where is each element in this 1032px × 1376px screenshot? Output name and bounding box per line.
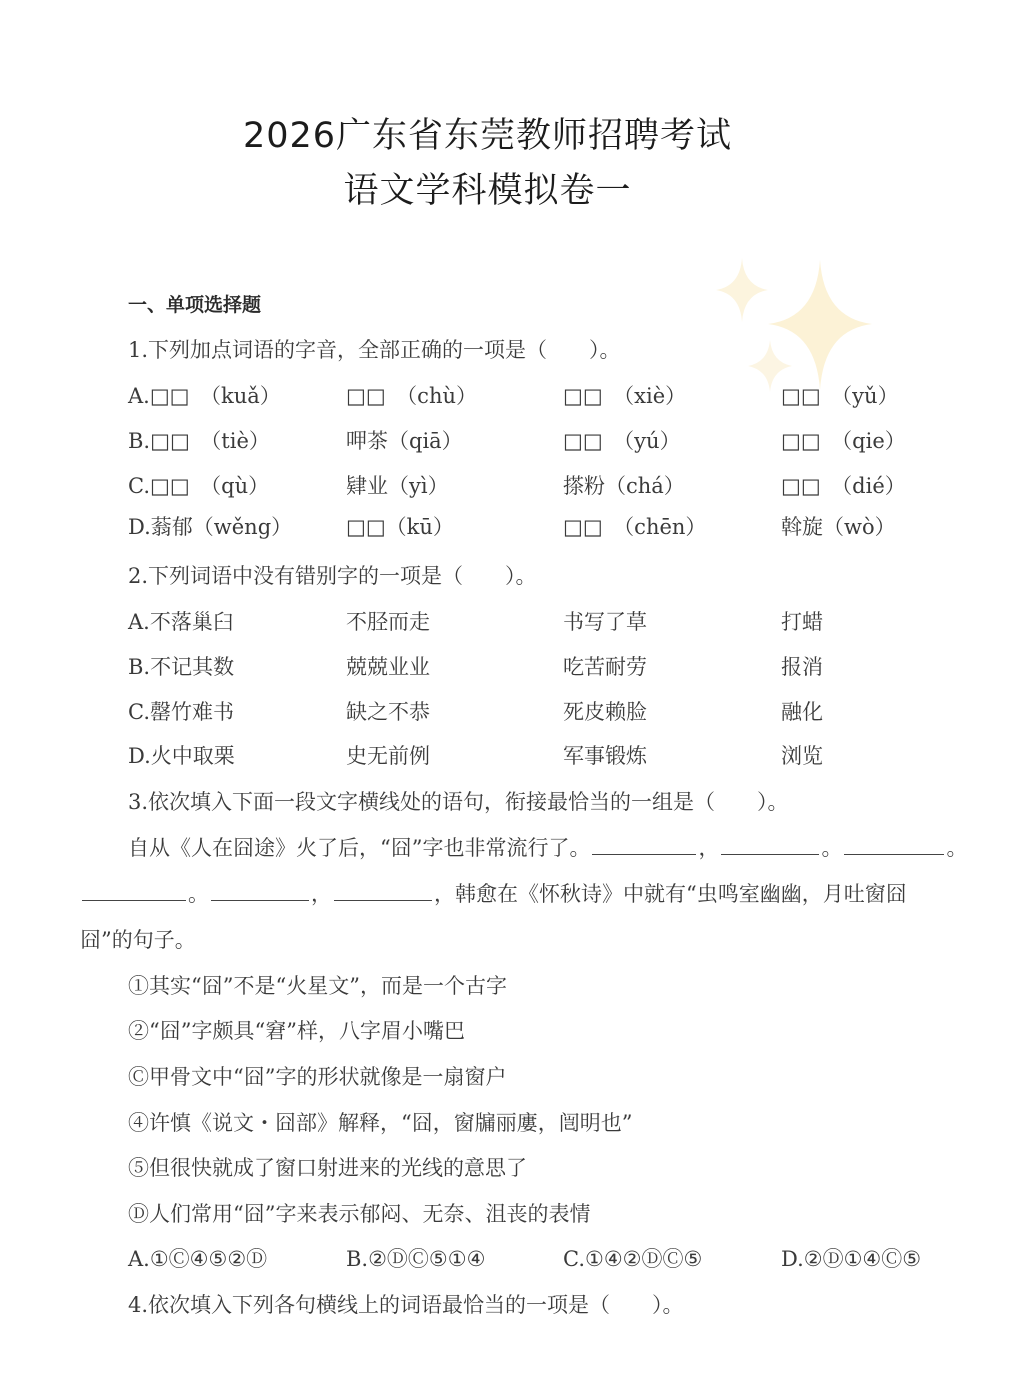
q1-option-c-1: C.□□ （qù）: [128, 474, 270, 498]
fill-blank: [844, 836, 944, 855]
q1-option-b-2: 呷茶（qiā）: [346, 429, 463, 453]
q3-statement-1: ①其实“囧”不是“火星文”，而是一个古字: [128, 974, 507, 998]
q3-passage-b: ，韩愈在《怀秋诗》中就有“虫鸣室幽幽，月吐窗囧: [434, 882, 907, 906]
q1-option-c-2: 肄业（yì）: [346, 474, 449, 498]
q1-option-d-1: D.蓊郁（wěng）: [128, 515, 293, 539]
q3-passage-a: 自从《人在囧途》火了后，“囧”字也非常流行了。: [128, 836, 591, 860]
fill-blank: [334, 882, 432, 901]
q2-option-d-3: 军事锻炼: [563, 744, 647, 768]
q1-option-d-2: □□（kū）: [346, 515, 454, 539]
q2-option-c-4: 融化: [781, 700, 823, 724]
q3-passage-line-1: [128, 834, 967, 862]
q1-option-a-2: □□ （chù）: [346, 384, 477, 408]
q3-option-a: A.①Ⓒ④⑤②Ⓓ: [128, 1247, 268, 1271]
q1-option-b-4: □□ （qie）: [781, 429, 906, 453]
q2-option-b-4: 报消: [781, 655, 823, 679]
q1-option-c-4: □□ （dié）: [781, 474, 906, 498]
q2-option-c-2: 缺之不恭: [346, 700, 430, 724]
q3-statement-2: ②“囧”字颇具“窘”样，八字眉小嘴巴: [128, 1019, 465, 1043]
q2-option-b-3: 吃苦耐劳: [563, 655, 647, 679]
q3-statement-6: Ⓓ人们常用“囧”字来表示郁闷、无奈、沮丧的表情: [128, 1202, 591, 1226]
comma: ，: [311, 882, 332, 906]
section-heading: 一、单项选择题: [128, 294, 262, 316]
q2-option-b-1: B.不记其数: [128, 655, 235, 679]
period: 。: [946, 836, 968, 860]
q2-option-a-3: 书写了草: [563, 610, 647, 634]
q1-option-a-4: □□ （yǔ）: [781, 384, 899, 408]
fill-blank: [592, 836, 696, 855]
q1-option-c-3: 搽粉（chá）: [563, 474, 685, 498]
q2-option-d-2: 史无前例: [346, 744, 430, 768]
q2-option-c-3: 死皮赖脸: [563, 700, 647, 724]
q3-statement-5: ⑤但很快就成了窗口射进来的光线的意思了: [128, 1156, 527, 1180]
question-4-stem: 4.依次填入下列各句横线上的词语最恰当的一项是（ ）。: [128, 1293, 684, 1317]
q1-option-a-3: □□ （xiè）: [563, 384, 687, 408]
q3-option-d: D.②Ⓓ①④Ⓒ⑤: [781, 1247, 922, 1271]
q3-option-b: B.②ⒹⒸ⑤①④: [346, 1247, 486, 1271]
question-1-stem: 1.下列加点词语的字音，全部正确的一项是（ ）。: [128, 338, 621, 362]
q2-option-d-1: D.火中取栗: [128, 744, 235, 768]
q2-option-d-4: 浏览: [781, 744, 823, 768]
comma: ，: [698, 836, 720, 860]
q3-passage-line-2: [80, 880, 907, 908]
q2-option-c-1: C.罄竹难书: [128, 700, 234, 724]
question-2-stem: 2.下列词语中没有错别字的一项是（ ）。: [128, 564, 537, 588]
q3-passage-c: 囧”的句子。: [80, 928, 196, 952]
q1-option-b-1: B.□□ （tiè）: [128, 429, 270, 453]
q1-option-d-4: 斡旋（wò）: [781, 515, 896, 539]
period: 。: [188, 882, 209, 906]
page-title-line-1: 2026广东省东莞教师招聘考试: [242, 116, 733, 156]
page-title-line-2: 语文学科模拟卷一: [343, 171, 632, 211]
fill-blank: [82, 882, 186, 901]
q2-option-a-4: 打蜡: [781, 610, 823, 634]
q1-option-a-1: A.□□ （kuǎ）: [128, 384, 281, 408]
fill-blank: [721, 836, 819, 855]
q2-option-a-1: A.不落巢臼: [128, 610, 234, 634]
question-3-stem: 3.依次填入下面一段文字横线处的语句，衔接最恰当的一组是（ ）。: [128, 790, 789, 814]
period: 。: [821, 836, 843, 860]
q1-option-b-3: □□ （yú）: [563, 429, 681, 453]
q1-option-d-3: □□ （chēn）: [563, 515, 707, 539]
q2-option-a-2: 不胫而走: [346, 610, 430, 634]
fill-blank: [211, 882, 309, 901]
q2-option-b-2: 兢兢业业: [346, 655, 430, 679]
q3-statement-4: ④许慎《说文・囧部》解释，“囧，窗牖丽廔，闿明也”: [128, 1111, 633, 1135]
q3-statement-3: Ⓒ甲骨文中“囧”字的形状就像是一扇窗户: [128, 1065, 507, 1089]
q3-option-c: C.①④②ⒹⒸ⑤: [563, 1247, 703, 1271]
